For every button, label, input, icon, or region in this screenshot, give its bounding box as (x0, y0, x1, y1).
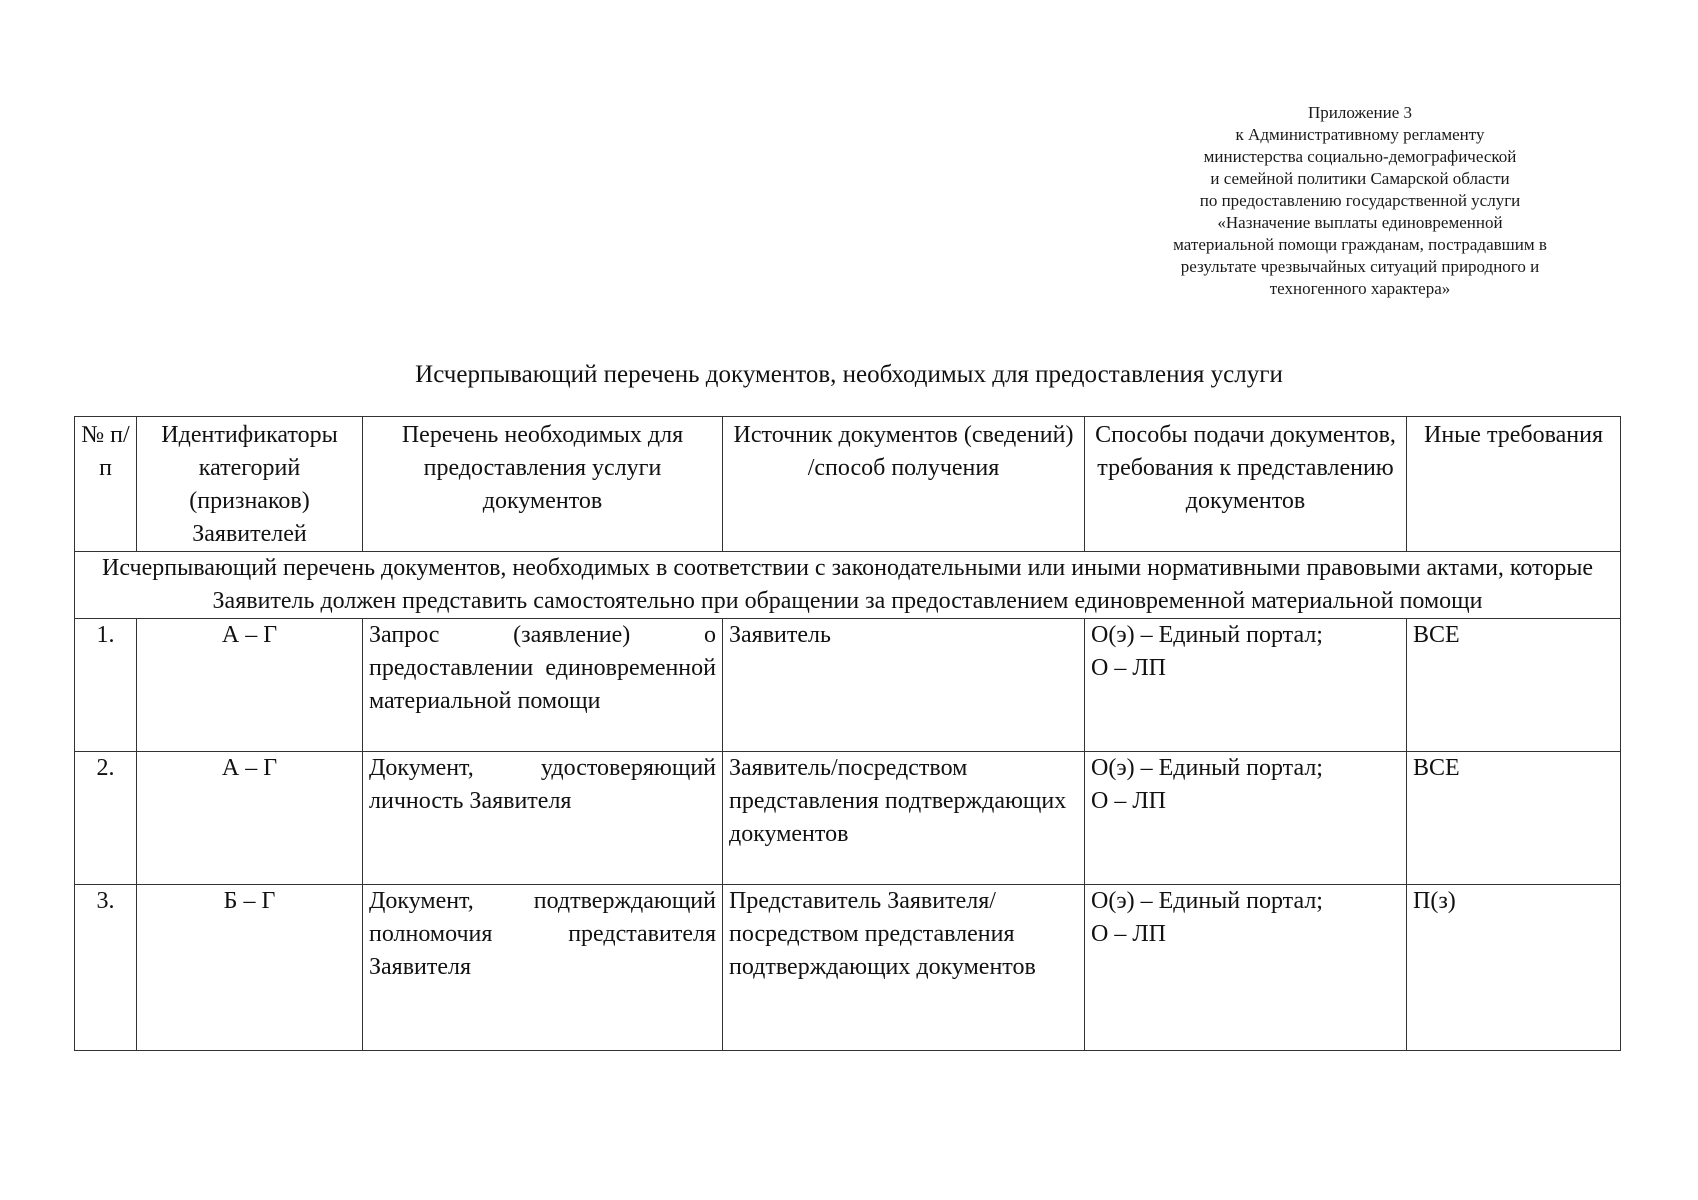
submission-line: О – ЛП (1091, 921, 1166, 947)
cell-other: П(з) (1407, 885, 1621, 1051)
appendix-line: Приложение 3 (1308, 103, 1412, 122)
cell-source: Представитель Заявителя/посредством представления подтверждающих документов (723, 885, 1085, 1051)
submission-line: О(э) – Единый портал; (1091, 622, 1323, 648)
appendix-header (1090, 102, 1630, 300)
submission-line: О – ЛП (1091, 655, 1166, 681)
header-source: Источник документов (сведений) /способ получения (723, 417, 1085, 552)
cell-source: Заявитель (723, 619, 1085, 752)
cell-document: Запрос (заявление) о предоставлении единовременной материальной помощи (363, 619, 723, 752)
submission-line: О – ЛП (1091, 788, 1166, 814)
cell-source: Заявитель/посредством представления подтверждающих документов (723, 752, 1085, 885)
table-row (75, 619, 1621, 752)
cell-num: 2. (75, 752, 137, 885)
cell-submission (1085, 752, 1407, 885)
appendix-line: и семейной политики Самарской области (1210, 169, 1510, 188)
table-header-row (75, 417, 1621, 552)
cell-submission (1085, 619, 1407, 752)
cell-other: ВСЕ (1407, 752, 1621, 885)
appendix-line: техногенного характера» (1269, 279, 1451, 298)
appendix-line: результате чрезвычайных ситуаций природного и (1180, 257, 1540, 276)
header-submission: Способы подачи документов, требования к представлению документов (1085, 417, 1407, 552)
header-num: № п/п (75, 417, 137, 552)
cell-category: Б – Г (137, 885, 363, 1051)
appendix-line: министерства социально-демографической (1203, 147, 1517, 166)
appendix-line: материальной помощи гражданам, пострадавшим в (1173, 235, 1547, 254)
appendix-line: к Административному регламенту (1235, 125, 1485, 144)
appendix-line: по предоставлению государственной услуги (1199, 191, 1521, 210)
cell-num: 1. (75, 619, 137, 752)
submission-line: О(э) – Единый портал; (1091, 888, 1323, 914)
table-row (75, 885, 1621, 1051)
cell-category: А – Г (137, 752, 363, 885)
header-other: Иные требования (1407, 417, 1621, 552)
submission-line: О(э) – Единый портал; (1091, 755, 1323, 781)
cell-category: А – Г (137, 619, 363, 752)
cell-other: ВСЕ (1407, 619, 1621, 752)
cell-num: 3. (75, 885, 137, 1051)
appendix-line: «Назначение выплаты единовременной (1217, 213, 1503, 232)
cell-submission (1085, 885, 1407, 1051)
section-heading: Исчерпывающий перечень документов, необходимых в соответствии с законодательными или иными нормативными правовыми актами, которые Заявитель должен представить самостоятельно при обращении за предоставлением единовременной материальной помощи (75, 552, 1621, 619)
documents-table (74, 416, 1621, 1051)
section-row (75, 552, 1621, 619)
document-title: Исчерпывающий перечень документов, необходимых для предоставления услуги (415, 361, 1283, 388)
table-row (75, 752, 1621, 885)
cell-document: Документ, подтверждающий полномочия представителя Заявителя (363, 885, 723, 1051)
header-category: Идентификаторы категорий (признаков) Заявителей (137, 417, 363, 552)
header-documents: Перечень необходимых для предоставления услуги документов (363, 417, 723, 552)
cell-document: Документ, удостоверяющий личность Заявителя (363, 752, 723, 885)
